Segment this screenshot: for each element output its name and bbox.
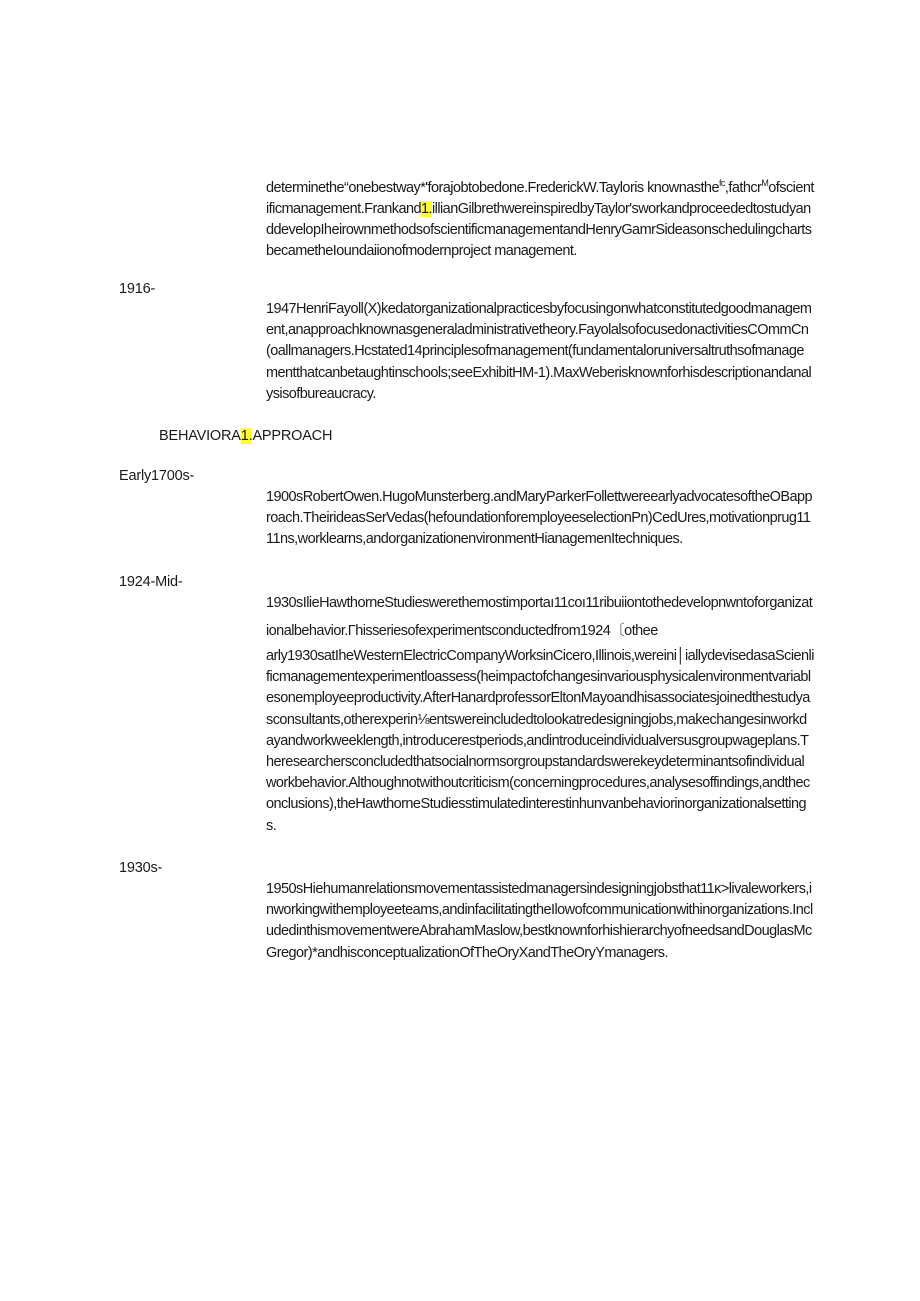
- paragraph-hawthorne-b: arly1930satIheWesternElectricCompanyWorksinCicero,Illinois,wereini│iallydevisedasaScienlificmanagementexperimentloassess(heimpactofchangesinvariousphysicalenvironmentvariablesonemployeeproductivity.AfterHanardprofessorEltonMayoandhisassociatesjoinedthestudyasconsultants,otherexperin⅛entswereincludedtolookatredesigningjobs,makechangesinworkdayandworkweeklength,introducerestperiods,andintroduceindividualversusgroupwageplans.Theresearchersconcludedthatsocialnormsorgroupstandardswerekeydeterminantsofindividualworkbehavior.Althoughnotwithoutcriticism(concerningprocedures,analysesoffindings,andtheconclusions),theHawthorneStudiesstimulatedinterestinhunvanbehaviorinorganizationalsettings.: [266, 648, 814, 834]
- paragraph-hawthorne-a: 1930sIlieHawthorneStudieswerethemostimportaı11coı11ribuiiontothedevelopnwntoforganizationalbehavior.Γhisseriesofexperimentsconductedfrom1924〔othee: [266, 595, 813, 639]
- para-1-text-end: illianGilbrethwereinspiredbyTaylor'sworkandproceededtostudyanddevelopIheirownmethodsofscientificmanagementandHenryGamrSideasonschedulingchartsbecametheIoundaiionofmodernproject management.: [266, 201, 812, 260]
- paragraph-fayol: 1947HenriFayoll(X)kedatorganizationalpracticesbyfocusingonwhatconstitutedgoodmanagement,anapproachknownasgeneraladministrativetheory.FayolalsofocusedonactivitiesCOmmCn(oallmanagers.Hcstated14principlesofmanagement(fundamentaloruniversaltruthsofmanagementthatcanbetaughtinschools;seeExhibitHM-1).MaxWeberisknownforhisdescriptionandanalysisofbureaucracy.: [266, 301, 812, 402]
- paragraph-ob-approach: 1900sRobertOwen.HugoMunsterberg.andMaryParkerFollettwereearlyadvocatesoftheOBapproach.TheirideasSerVedas(hefoundationforemployeeselectionPn)CedUres,motivationprug1111ns,worklearns,andorganizationenvironmentHianagemenItechniques.: [266, 489, 812, 548]
- para-1-superscript-2: M: [761, 178, 769, 188]
- para-1-text-mid: ,fathcr: [724, 179, 762, 196]
- heading-text-end: APPROACH: [252, 428, 333, 444]
- para-1-text-cont: ofscientificmanagement.Frankand: [266, 179, 814, 218]
- paragraph-scientific-management: [266, 173, 814, 263]
- label-1924-mid: 1924-Mid-: [119, 574, 183, 590]
- para-1-highlight: 1.: [421, 201, 432, 218]
- label-early-1700s: Early1700s-: [119, 468, 195, 484]
- para-1-text-start: determinethe“onebestway*'forajobtobedone.FrederickW.Tayloris knownasthe: [266, 179, 719, 196]
- paragraph-human-relations: 1950sHiehumanrelationsmovementassistedmanagersindesigningjobsthat11κ>livaleworkers,inworkingwithemployeeteams,andinfacilitatingtheIlowofcommunicationwithinorganizations.IncludedinthismovementwereAbrahamMaslow,bestknownforhishierarchyofneedsandDouglasMcGregor)*andhisconceptualizationOfTheOryXandTheOryYmanagers.: [266, 881, 813, 961]
- heading-text-start: BEHAVIORA: [159, 428, 241, 444]
- heading-highlight: 1.: [240, 428, 253, 444]
- label-1930s: 1930s-: [119, 860, 163, 876]
- para-1-superscript: fc: [718, 178, 725, 188]
- heading-behavioral-approach: [159, 426, 332, 447]
- label-1916: 1916-: [119, 281, 156, 297]
